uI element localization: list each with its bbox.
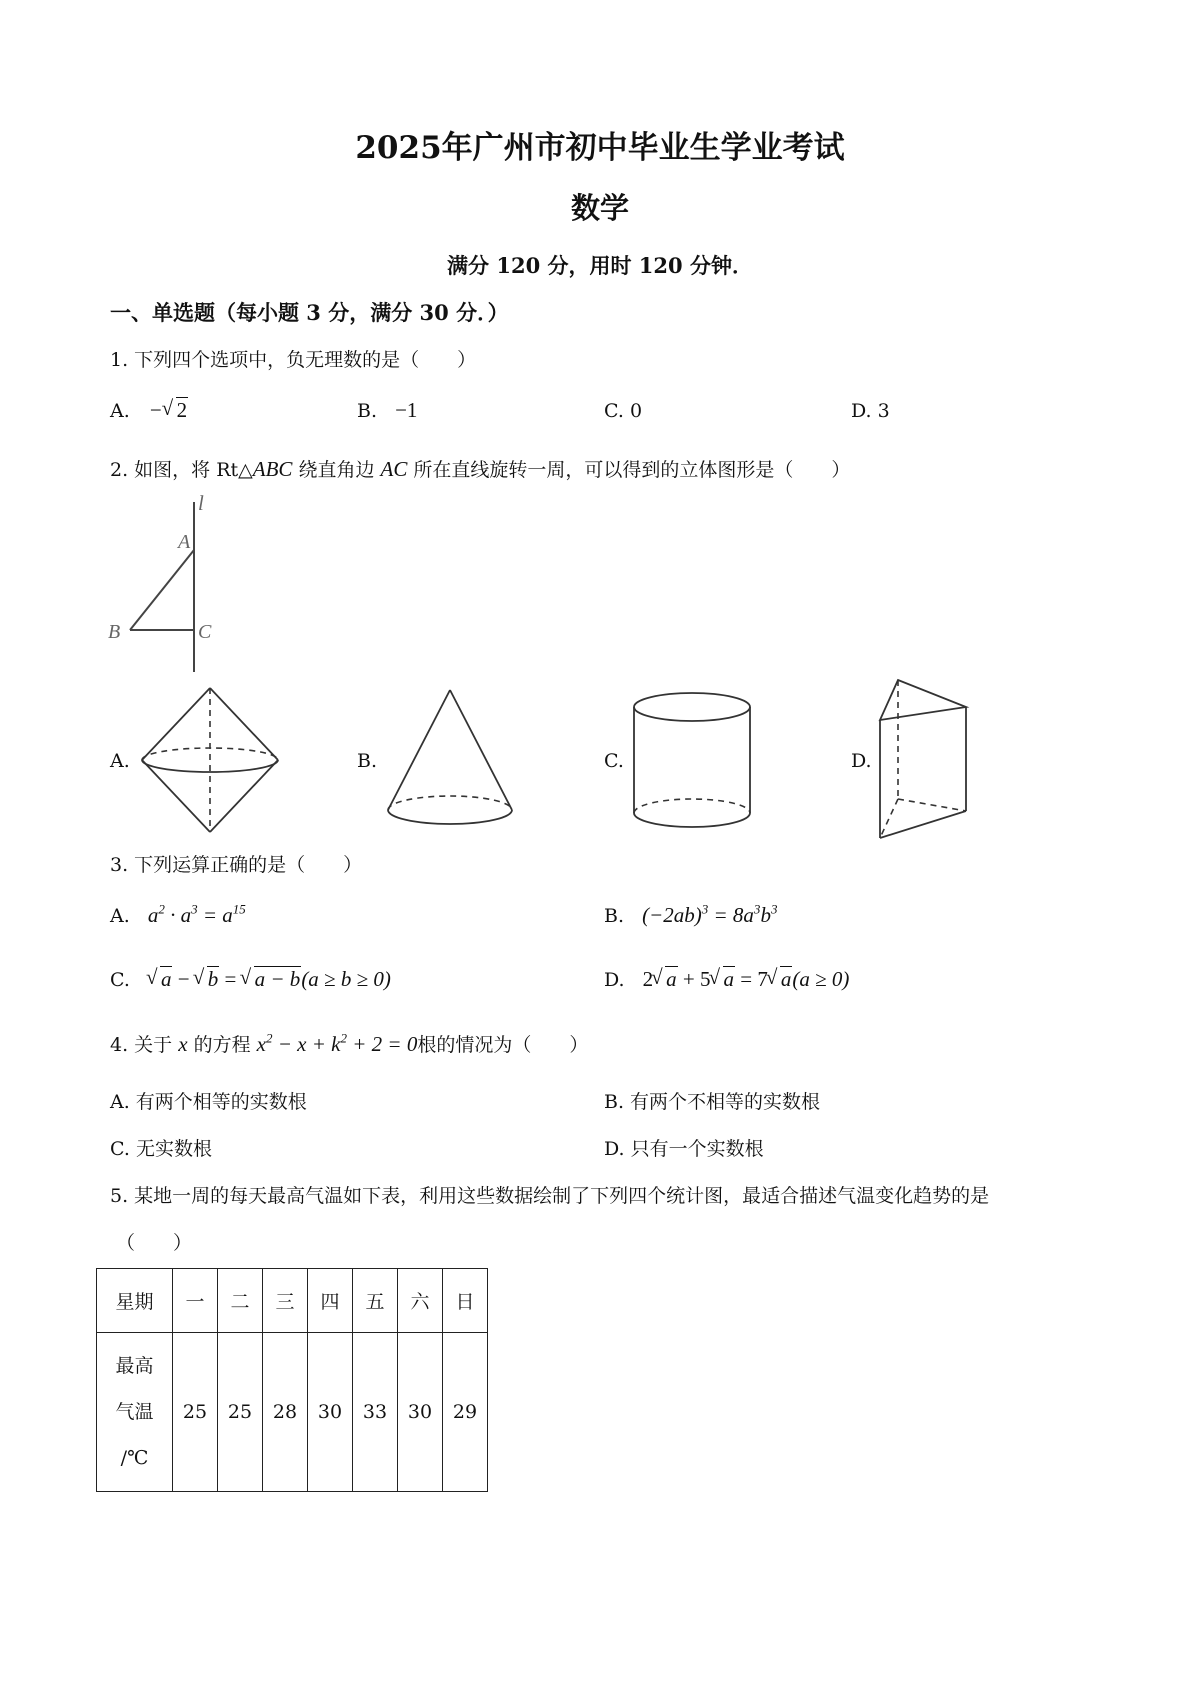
cylinder-figure <box>630 690 754 830</box>
q1-option-a-math: −√ 2 <box>150 398 188 422</box>
table-header-row <box>97 1269 488 1333</box>
q3-option-a: A. $a^2 \cdot a^3 = a^{15}$ <box>110 901 246 927</box>
label-a: A <box>178 531 191 553</box>
q1-option-a <box>110 398 188 423</box>
q2-option-a-label: A. <box>110 750 130 772</box>
temperature-table <box>96 1268 488 1492</box>
value-cell: 25 <box>173 1333 218 1492</box>
q2-option-d-label: D. <box>851 750 872 772</box>
cone-figure <box>385 688 515 828</box>
header-cell: 六 <box>398 1269 443 1333</box>
value-cell: 29 <box>443 1333 488 1492</box>
q4-option-c: C. 无实数根 <box>110 1138 212 1160</box>
q3-option-c: C. √ a − √ b = √ a − b(a ≥ b ≥ 0) <box>110 967 391 992</box>
q1-option-b-label: B. <box>357 400 378 422</box>
row-label-line: 气温 <box>115 1401 154 1423</box>
q2-stem: 2. 如图，将 Rt△ABC 绕直角边 AC 所在直线旋转一周，可以得到的立体图形是（ ） <box>110 457 851 481</box>
section-heading: 一、单选题（每小题 3 分，满分 30 分．） <box>110 300 509 325</box>
value-cell: 33 <box>353 1333 398 1492</box>
triangle-hypotenuse <box>130 550 194 630</box>
value-cell: 25 <box>218 1333 263 1492</box>
header-cell: 日 <box>443 1269 488 1333</box>
q5-stem-continued: （ ） <box>116 1232 193 1254</box>
q2-option-c-label: C. <box>604 750 624 772</box>
header-cell-weekday: 星期 <box>97 1269 173 1333</box>
header-cell: 四 <box>308 1269 353 1333</box>
triangular-prism-figure <box>876 678 976 843</box>
q1-option-c: C. 0 <box>604 400 643 422</box>
q4-option-d: D. 只有一个实数根 <box>604 1138 764 1160</box>
q3-stem: 3. 下列运算正确的是（ ） <box>110 854 363 876</box>
label-b: B <box>108 621 121 643</box>
q3-option-d: D. 2√ a + 5√ a = 7√ a(a ≥ 0) <box>604 967 849 992</box>
q5-stem: 5. 某地一周的每天最高气温如下表，利用这些数据绘制了下列四个统计图，最适合描述气温变化趋势的是 <box>110 1185 990 1207</box>
exam-info: 满分 120 分，用时 120 分钟． <box>447 253 753 278</box>
header-cell: 三 <box>263 1269 308 1333</box>
exam-title: 2025年广州市初中毕业生学业考试 <box>355 130 845 166</box>
label-c: C <box>198 621 212 643</box>
q1-option-b-math: −1 <box>395 398 418 422</box>
header-cell: 二 <box>218 1269 263 1333</box>
q3-option-b: B. $(-2ab)^3 = 8a^3b^3$ <box>604 901 778 927</box>
value-cell: 28 <box>263 1333 308 1492</box>
q1-option-b <box>357 398 417 423</box>
row-label-cell <box>97 1333 173 1492</box>
q2-option-b-label: B. <box>357 750 378 772</box>
q4-option-b: B. 有两个不相等的实数根 <box>604 1091 821 1113</box>
row-label-line: /℃ <box>120 1447 149 1469</box>
value-cell: 30 <box>398 1333 443 1492</box>
value-cell: 30 <box>308 1333 353 1492</box>
double-cone-figure <box>135 686 285 836</box>
q1-option-a-label: A. <box>110 400 130 422</box>
table-data-row <box>97 1333 488 1492</box>
q1-option-d: D. 3 <box>851 400 890 422</box>
q4-option-a: A. 有两个相等的实数根 <box>110 1091 307 1113</box>
row-label-line: 最高 <box>115 1355 154 1377</box>
q1-stem: 1. 下列四个选项中，负无理数的是（ ） <box>110 349 477 371</box>
header-cell: 一 <box>173 1269 218 1333</box>
label-l: l <box>198 491 204 515</box>
subject-title: 数学 <box>570 191 629 225</box>
q2-triangle-figure <box>108 492 218 672</box>
q4-stem: 4. 关于 x 的方程 $x^2 - x + k^2 + 2 = 0$根的情况为（ ） <box>110 1030 589 1056</box>
header-cell: 五 <box>353 1269 398 1333</box>
